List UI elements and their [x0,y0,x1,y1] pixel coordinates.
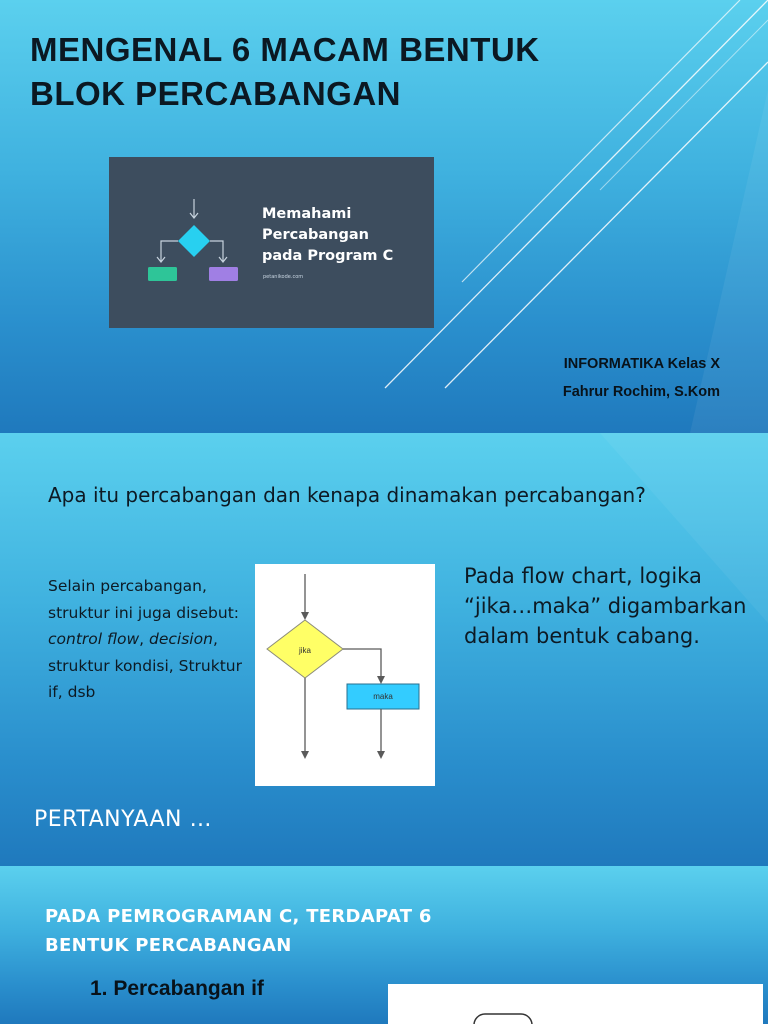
thumbnail-site: petanikode.com [263,274,304,280]
explanation-separator: , [139,630,150,648]
slide-heading [45,902,565,960]
question-slide [0,433,768,866]
section-heading: PERTANYAAN … [34,807,212,832]
slide-heading-line-2: BENTUK PERCABANGAN [45,935,292,956]
flowchart-description: Pada flow chart, logika “jika…maka” digambarkan dalam bentuk cabang. [464,564,747,648]
slide-title-line-1: MENGENAL 6 MACAM BENTUK [30,31,540,68]
list-item: 1. Percabangan if [90,977,264,1000]
flowchart-logo-icon [109,157,259,328]
explanation-part-1: Selain percabangan, struktur ini juga disebut: [48,577,240,622]
article-thumbnail [109,157,434,328]
thumbnail-title-line-1: Memahami [262,206,352,222]
thumbnail-title [262,204,432,267]
decision-label: jika [298,646,312,655]
title-slide [0,0,768,433]
flowchart-diagram [255,564,435,786]
course-label: INFORMATIKA Kelas X [563,356,720,372]
types-slide [0,866,768,1024]
author-info [563,350,720,406]
explanation-text [48,573,248,706]
term-control-flow: control flow [48,630,140,648]
question-text: Apa itu percabangan dan kenapa dinamakan percabangan? [48,483,646,507]
thumbnail-title-line-3: pada Program C [262,248,394,264]
slide-heading-line-1: PADA PEMROGRAMAN C, TERDAPAT 6 [45,906,432,927]
slide-title [30,28,670,116]
slide-title-line-2: BLOK PERCABANGAN [30,75,401,112]
explanation-part-2: , struktur kondisi, Struktur if, dsb [48,630,242,701]
flowchart-image [255,564,435,786]
if-flowchart-image [388,984,763,1024]
flowchart-start-shape [388,984,763,1024]
process-label: maka [373,692,393,701]
thumbnail-title-line-2: Percabangan [262,227,369,243]
term-decision: decision [149,630,213,648]
author-name: Fahrur Rochim, S.Kom [562,384,720,400]
